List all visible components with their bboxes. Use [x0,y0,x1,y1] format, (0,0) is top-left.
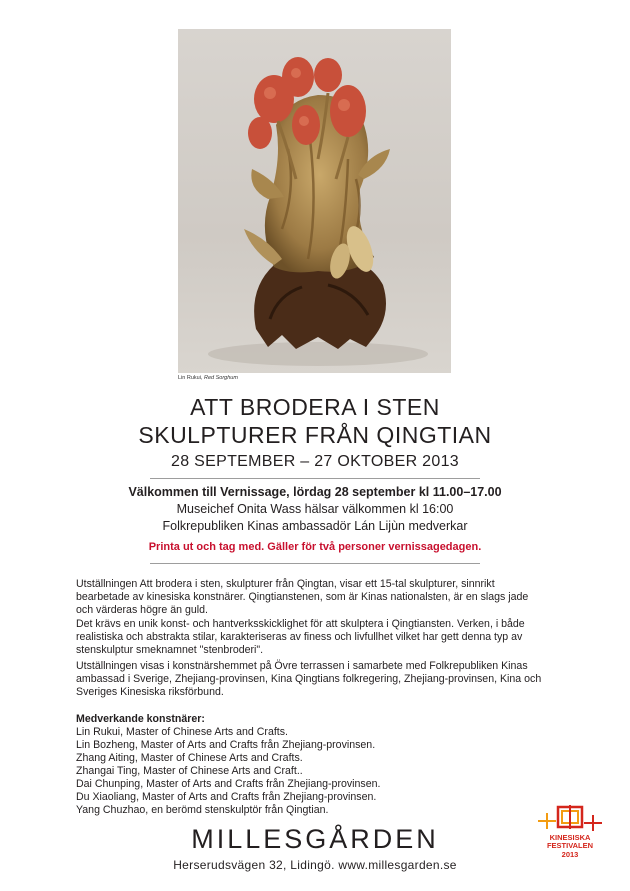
artist-item: Lin Rukui, Master of Chinese Arts and Crafts. [76,726,288,738]
exhibition-title: ATT BRODERA I STEN [190,394,440,420]
exhibition-subtitle: SKULPTURER FRÅN QINGTIAN [138,422,492,448]
craft-paragraph: Det krävs en unik konst- och hantverksskicklighet för att skulptera i Qingtiansten. Verken, i både realistiska och abstrakta stilar, karakteriseras av finess och livfullhet vilket har gett denna typ av stenskulptur smeknamnet "stenbroderi". [76,618,525,656]
caption-artist: Lin Rukui, [178,375,203,381]
red-sorghum-sculpture-image [178,29,451,373]
artist-item: Dai Chunping, Master of Arts and Crafts från Zhejiang-provinsen. [76,778,381,790]
artist-item: Yang Chuzhao, en berömd stenskulptör från Qingtian. [76,804,329,816]
exhibition-dates: 28 SEPTEMBER – 27 OKTOBER 2013 [171,453,459,470]
artists-list [76,713,546,817]
millesgarden-logo: MILLESGÅRDEN [191,824,439,854]
photo-caption [178,375,238,381]
vernissage-welcome: Museichef Onita Wass hälsar välkommen kl 16:00 [176,502,454,516]
artist-item: Du Xiaoliang, Master of Arts and Crafts från Zhejiang-provinsen. [76,791,377,803]
artists-heading: Medverkande konstnärer: [76,713,205,725]
sculpture-photo [178,29,451,373]
kinesiska-festivalen-logo [532,805,608,861]
artist-item: Zhang Aiting, Master of Chinese Arts and Crafts. [76,752,303,764]
divider-top [150,478,480,479]
vernissage-heading: Välkommen till Vernissage, lördag 28 september kl 11.00–17.00 [128,485,502,499]
festival-line2: FESTIVALEN [546,841,594,850]
caption-work: Red Sorghum [204,375,238,381]
vernissage-note: Printa ut och tag med. Gäller för två personer vernissagedagen. [148,541,482,553]
intro-paragraph: Utställningen Att brodera i sten, skulpturer från Qingtan, visar ett 15-tal skulpturer, sinnrikt bearbetade av kinesiska konstnärer. Qingtianstenen, som är Kinas nationalsten, är en slags jade och värderas högre än guld. [76,578,529,616]
footer-address: Herserudsvägen 32, Lidingö. www.millesgarden.se [173,858,457,872]
festival-year: 2013 [561,850,579,859]
divider-bottom [150,563,480,564]
vernissage-ambassador: Folkrepubliken Kinas ambassadör Lán Lijùn medverkar [162,519,468,533]
festival-line1: KINESISKA [549,833,591,842]
venue-paragraph: Utställningen visas i konstnärshemmet på Övre terrassen i samarbete med Folkrepubliken Kinas ambassad i Sverige, Zhejiang-provinsen, Kina Qingtians folkregering, Zhejiang-provinsen, Kina och Sveriges Kinesiska riksförbund. [76,660,542,698]
artist-item: Lin Bozheng, Master of Arts and Crafts från Zhejiang-provinsen. [76,739,376,751]
artist-item: Zhangai Ting, Master of Chinese Arts and Craft.. [76,765,303,777]
